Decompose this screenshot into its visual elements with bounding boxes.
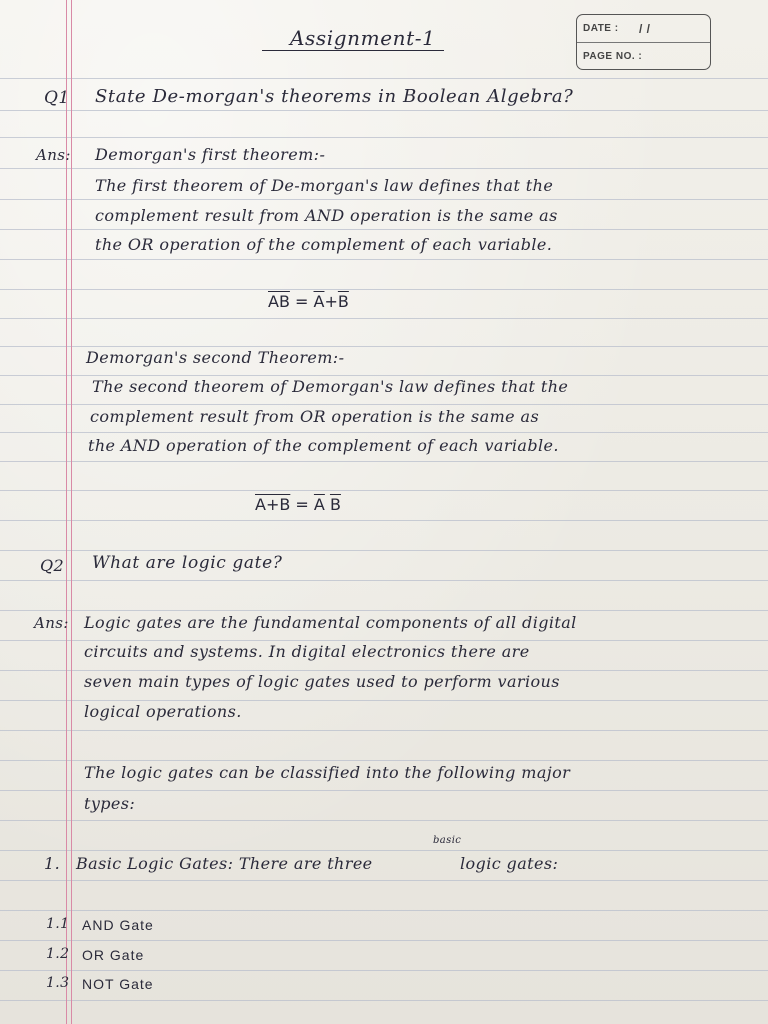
answer-2-line-4: logical operations. <box>84 702 242 721</box>
formula-1-rhs-a: $\overline{A}$ <box>313 292 325 311</box>
second-theorem-line-1: The second theorem of Demorgan's law defines that the <box>92 377 569 396</box>
formula-2-equals: = <box>295 495 309 514</box>
formula-1-equals: = <box>295 292 309 311</box>
formula-1-plus: + <box>324 292 338 311</box>
answer-1-label: Ans: <box>36 146 71 164</box>
list-item-1-number: 1. <box>44 854 61 873</box>
formula-2-rhs-b: $\overline{B}$ <box>329 495 341 514</box>
formula-1-rhs-b: $\overline{B}$ <box>337 292 349 311</box>
first-theorem-formula <box>268 292 349 311</box>
subitem-2-number: 1.2 <box>46 946 70 962</box>
list-item-1-text-before: Basic Logic Gates: There are three <box>76 854 373 873</box>
second-theorem-heading: Demorgan's second Theorem:- <box>86 348 345 367</box>
formula-2-lhs: A+B <box>255 495 291 514</box>
list-item-1-text-after: logic gates: <box>460 854 559 873</box>
formula-2-rhs-a: $\overline{A}$ <box>313 495 325 514</box>
subitem-1-text: AND Gate <box>82 917 154 933</box>
formula-1-lhs: $\overline{AB}$ <box>268 292 290 311</box>
subitem-3-text: NOT Gate <box>82 976 154 992</box>
date-page-box <box>576 14 711 70</box>
subitem-2-text: OR Gate <box>82 947 145 963</box>
classify-line-1: The logic gates can be classified into the following major <box>84 763 571 782</box>
second-theorem-line-3: the AND operation of the complement of each variable. <box>88 436 559 455</box>
answer-2-line-1: Logic gates are the fundamental components of all digital <box>84 613 577 632</box>
second-theorem-formula <box>255 495 341 514</box>
margin-line-right <box>71 0 72 1024</box>
list-item-1-caret-insert: basic <box>433 835 462 846</box>
question-2-text: What are logic gate? <box>92 553 283 573</box>
title-underline <box>262 50 444 51</box>
page-title: Assignment-1 <box>290 26 436 50</box>
question-1-text: State De-morgan's theorems in Boolean Algebra? <box>95 86 574 107</box>
first-theorem-line-3: the OR operation of the complement of each variable. <box>95 235 553 254</box>
first-theorem-line-1: The first theorem of De-morgan's law defines that the <box>95 176 554 195</box>
answer-2-line-3: seven main types of logic gates used to perform various <box>84 672 560 691</box>
question-2-number: Q2 <box>40 556 65 575</box>
date-label: DATE : <box>583 23 619 34</box>
answer-2-label: Ans: <box>34 614 69 632</box>
first-theorem-heading: Demorgan's first theorem:- <box>95 145 326 164</box>
classify-line-2: types: <box>84 794 136 813</box>
subitem-1-number: 1.1 <box>46 916 70 932</box>
page-number-label: PAGE NO. : <box>583 51 643 62</box>
subitem-3-number: 1.3 <box>46 975 70 991</box>
question-1-number: Q1 <box>44 88 70 108</box>
first-theorem-line-2: complement result from AND operation is the same as <box>95 206 558 225</box>
second-theorem-line-2: complement result from OR operation is the same as <box>90 407 540 426</box>
date-slashes: / / <box>639 22 651 36</box>
answer-2-line-2: circuits and systems. In digital electronics there are <box>84 642 530 661</box>
